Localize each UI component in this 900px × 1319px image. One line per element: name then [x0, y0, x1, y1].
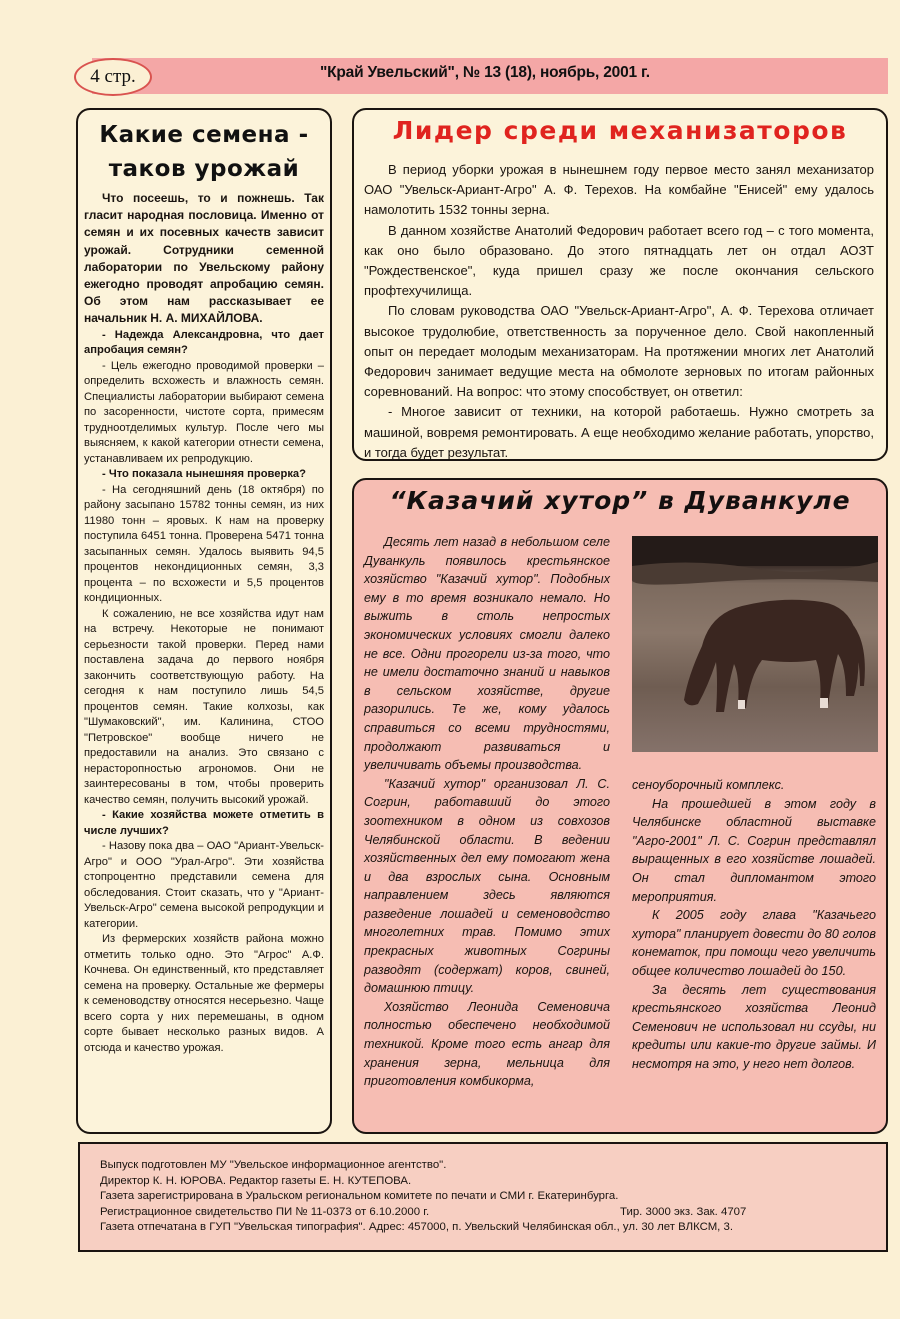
imprint-publisher: Выпуск подготовлен МУ "Увельское информационное агентство". [100, 1159, 447, 1171]
imprint-staff: Директор К. Н. ЮРОВА. Редактор газеты Е. Н. КУТЕПОВА. [100, 1174, 412, 1187]
page-number-badge [74, 58, 152, 96]
article-paragraph: К 2005 году глава "Казачьего хутора" планирует довести до 80 голов конематок, при помощи чего увеличить общее количество лошадей до 150. [632, 908, 876, 978]
interview-answer: - На сегодняшний день (18 октября) по району засыпано 15782 тонны семян, из них 11980 тонн – яровых. К нам на проверку поступила 6451 тонна. Проверена 5471 тонна засыпанных семян. Удалось выявить 94,5 процентов некондиционных семян, 3,3 процента – по всхожести и 5,5 процентов кондиционных. [84, 483, 324, 605]
article-paragraph: "Казачий хутор" организовал Л. С. Согрин, работавший до этого зоотехником в одном из совхозов Челябинской области. В ведении хозяйственных дел ему помогают жена и два взрослых сына. Основным направлением здесь являются разведение лошадей и семеноводство многолетних трав. Помимо этих прекрасных животных Согрины разводят (содержат) коров, свиней, домашнюю птицу. [364, 776, 610, 996]
interview-answer: - Назову пока два – ОАО "Ариант-Увельск-Агро" и ООО "Урал-Агро". Эти хозяйства стопроцентно представили семена для обследования. Стоит сказать, что у "Ариант-Увельск-Агро" семена высокой репродукции и категории. [84, 840, 324, 930]
top-right-article-body [364, 160, 874, 463]
imprint-block [100, 1158, 880, 1236]
article-paragraph: На прошедшей в этом году в Челябинске областной выставке "Агро-2001" Л. С. Согрин представлял выращенных в его хозяйстве лошадей. Он стал дипломантом этого мероприятия. [632, 796, 876, 904]
imprint-circulation: Тир. 3000 экз. Зак. 4707 [620, 1205, 747, 1218]
top-right-article-title: Лидер среди механизаторов [392, 116, 848, 145]
left-article-title-line2: таков урожай [108, 156, 300, 182]
interview-question: - Что показала нынешняя проверка? [102, 468, 306, 481]
left-article-title-line1: Какие семена - [99, 122, 309, 148]
left-article-lead: Что посеешь, то и пожнешь. Так гласит народная пословица. Именно от семян и их посевных качеств зависит урожай. Сотрудники семенной лаборатории по Увельскому району ежегодно проводят апробацию семян. Об этом нам рассказывает ее начальник Н. А. МИХАЙЛОВА. [84, 191, 324, 326]
imprint-registration: Газета зарегистрирована в Уральском региональном комитете по печати и СМИ г. Екатеринбурга. [100, 1190, 619, 1203]
article-paragraph: В данном хозяйстве Анатолий Федорович работает всего год – с того момента, как оно было образовано. До этого пятнадцать лет он отдал АОЗТ "Рождественское", куда пришел сразу же после окончания сельского профтехучилища. [364, 222, 874, 299]
interview-answer: Из фермерских хозяйств района можно отметить только одно. Это "Агрос" А.Ф. Кочнева. Он единственный, кто представляет семена на проверку. Остальные же фермеры к семеноводству относятся несерьезно. Чаще всего сорта у них перемешаны, в одном сорте бывает несколько разных видов. А отсюда и качество урожая. [84, 933, 324, 1054]
page-number-label: 4 стр. [90, 66, 136, 87]
article-paragraph: За десять лет существования крестьянского хозяйства Леонид Семенович не использовал ни ссуды, ни кредиты или какие-то другие займы. И несмотря на это, у него нет долгов. [632, 982, 876, 1071]
interview-answer: - Цель ежегодно проводимой проверки – определить всхожесть и влажность семян. Специалисты лаборатории выбирают семена по засоренности, чистоте сорта, примесям трудноотделимых культур. После чего мы выясняем, к какой категории отнести семена, устанавливаем их репродукцию. [84, 359, 324, 465]
article-paragraph: По словам руководства ОАО "Увельск-Ариант-Агро", А. Ф. Терехова отличает высокое трудолюбие, ответственность за порученное дело. Свой накопленный опыт он передает молодым механизаторам. На протяжении многих лет Анатолий Федорович занимает ведущие места на обмолоте зерновых по итогам районных соревнований. На вопрос: что этому способствует, он ответил: [364, 303, 874, 400]
article-paragraph: В период уборки урожая в нынешнем году первое место занял механизатор ОАО "Увельск-Ариант-Агро" А. Ф. Терехов. На комбайне "Енисей" ему удалось намолотить 1532 тонны зерна. [364, 162, 874, 218]
left-article-body [84, 190, 324, 1056]
article-paragraph: Хозяйство Леонида Семеновича полностью обеспечено необходимой техникой. Кроме того есть ангар для хранения зерна, мельница для приготовления комбикорма, [364, 999, 610, 1089]
masthead-title: "Край Увельский", № 13 (18), ноябрь, 2001 г. [320, 64, 650, 81]
bottom-right-article-title: “Казачий хутор” в Дуванкуле [389, 486, 851, 515]
bottom-right-article-column-2 [632, 776, 876, 1074]
bottom-right-article-column-1 [364, 533, 610, 1091]
horse-silhouette-icon [684, 600, 865, 712]
imprint-printer: Газета отпечатана в ГУП "Увельская типография". Адрес: 457000, п. Увельский Челябинская обл., ул. 30 лет ВЛКСМ, 3. [100, 1221, 734, 1234]
horse-photo [632, 536, 878, 752]
left-article-title [78, 118, 330, 186]
article-paragraph: - Многое зависит от техники, на которой работаешь. Нужно смотреть за машиной, вовремя ремонтировать. А еще необходимо желание работать, упорство, и тогда будет результат. [364, 404, 874, 460]
horse-photo-image [632, 536, 878, 752]
article-paragraph: Десять лет назад в небольшом селе Дуванкуль появилось крестьянское хозяйство "Казачий хутор". Подобных ему в то время возникало немало. Но выжить в столь непростых экономических условиях смогли далеко не все. Одни прогорели из-за того, что не имели достаточно знаний и навыков в сельском хозяйстве, другие разорились. Те же, кому удалось справиться со всеми трудностями, продолжают развиваться и увеличивать объемы производства. [364, 535, 610, 773]
interview-question: - Надежда Александровна, что дает апробация семян? [84, 328, 324, 357]
photo-treeline [632, 536, 878, 566]
interview-answer: К сожалению, не все хозяйства идут нам на встречу. Некоторые не понимают серьезности такой проверки. Перед нами поставлена задача до первого ноября закончить соответствующую работу. На сегодня к нам поступило лишь 54,5 процентов семян. Такие колхозы, как "Шумаковский", им. Калинина, СТОО "Петровское" вообще ничего не предоставили на анализ. Это связано с нерасторопностью агрономов. Они не заинтересованы в том, чтобы проверить качество семян, получить высокий урожай. [84, 607, 324, 806]
article-paragraph-continued: сеноуборочный комплекс. [632, 778, 785, 792]
imprint-certificate: Регистрационное свидетельство ПИ № 11-0373 от 6.10.2000 г. [100, 1205, 430, 1218]
imprint-certificate-row [100, 1205, 880, 1221]
horse-white-socks [738, 698, 828, 709]
interview-question: - Какие хозяйства можете отметить в числе лучших? [84, 809, 324, 837]
